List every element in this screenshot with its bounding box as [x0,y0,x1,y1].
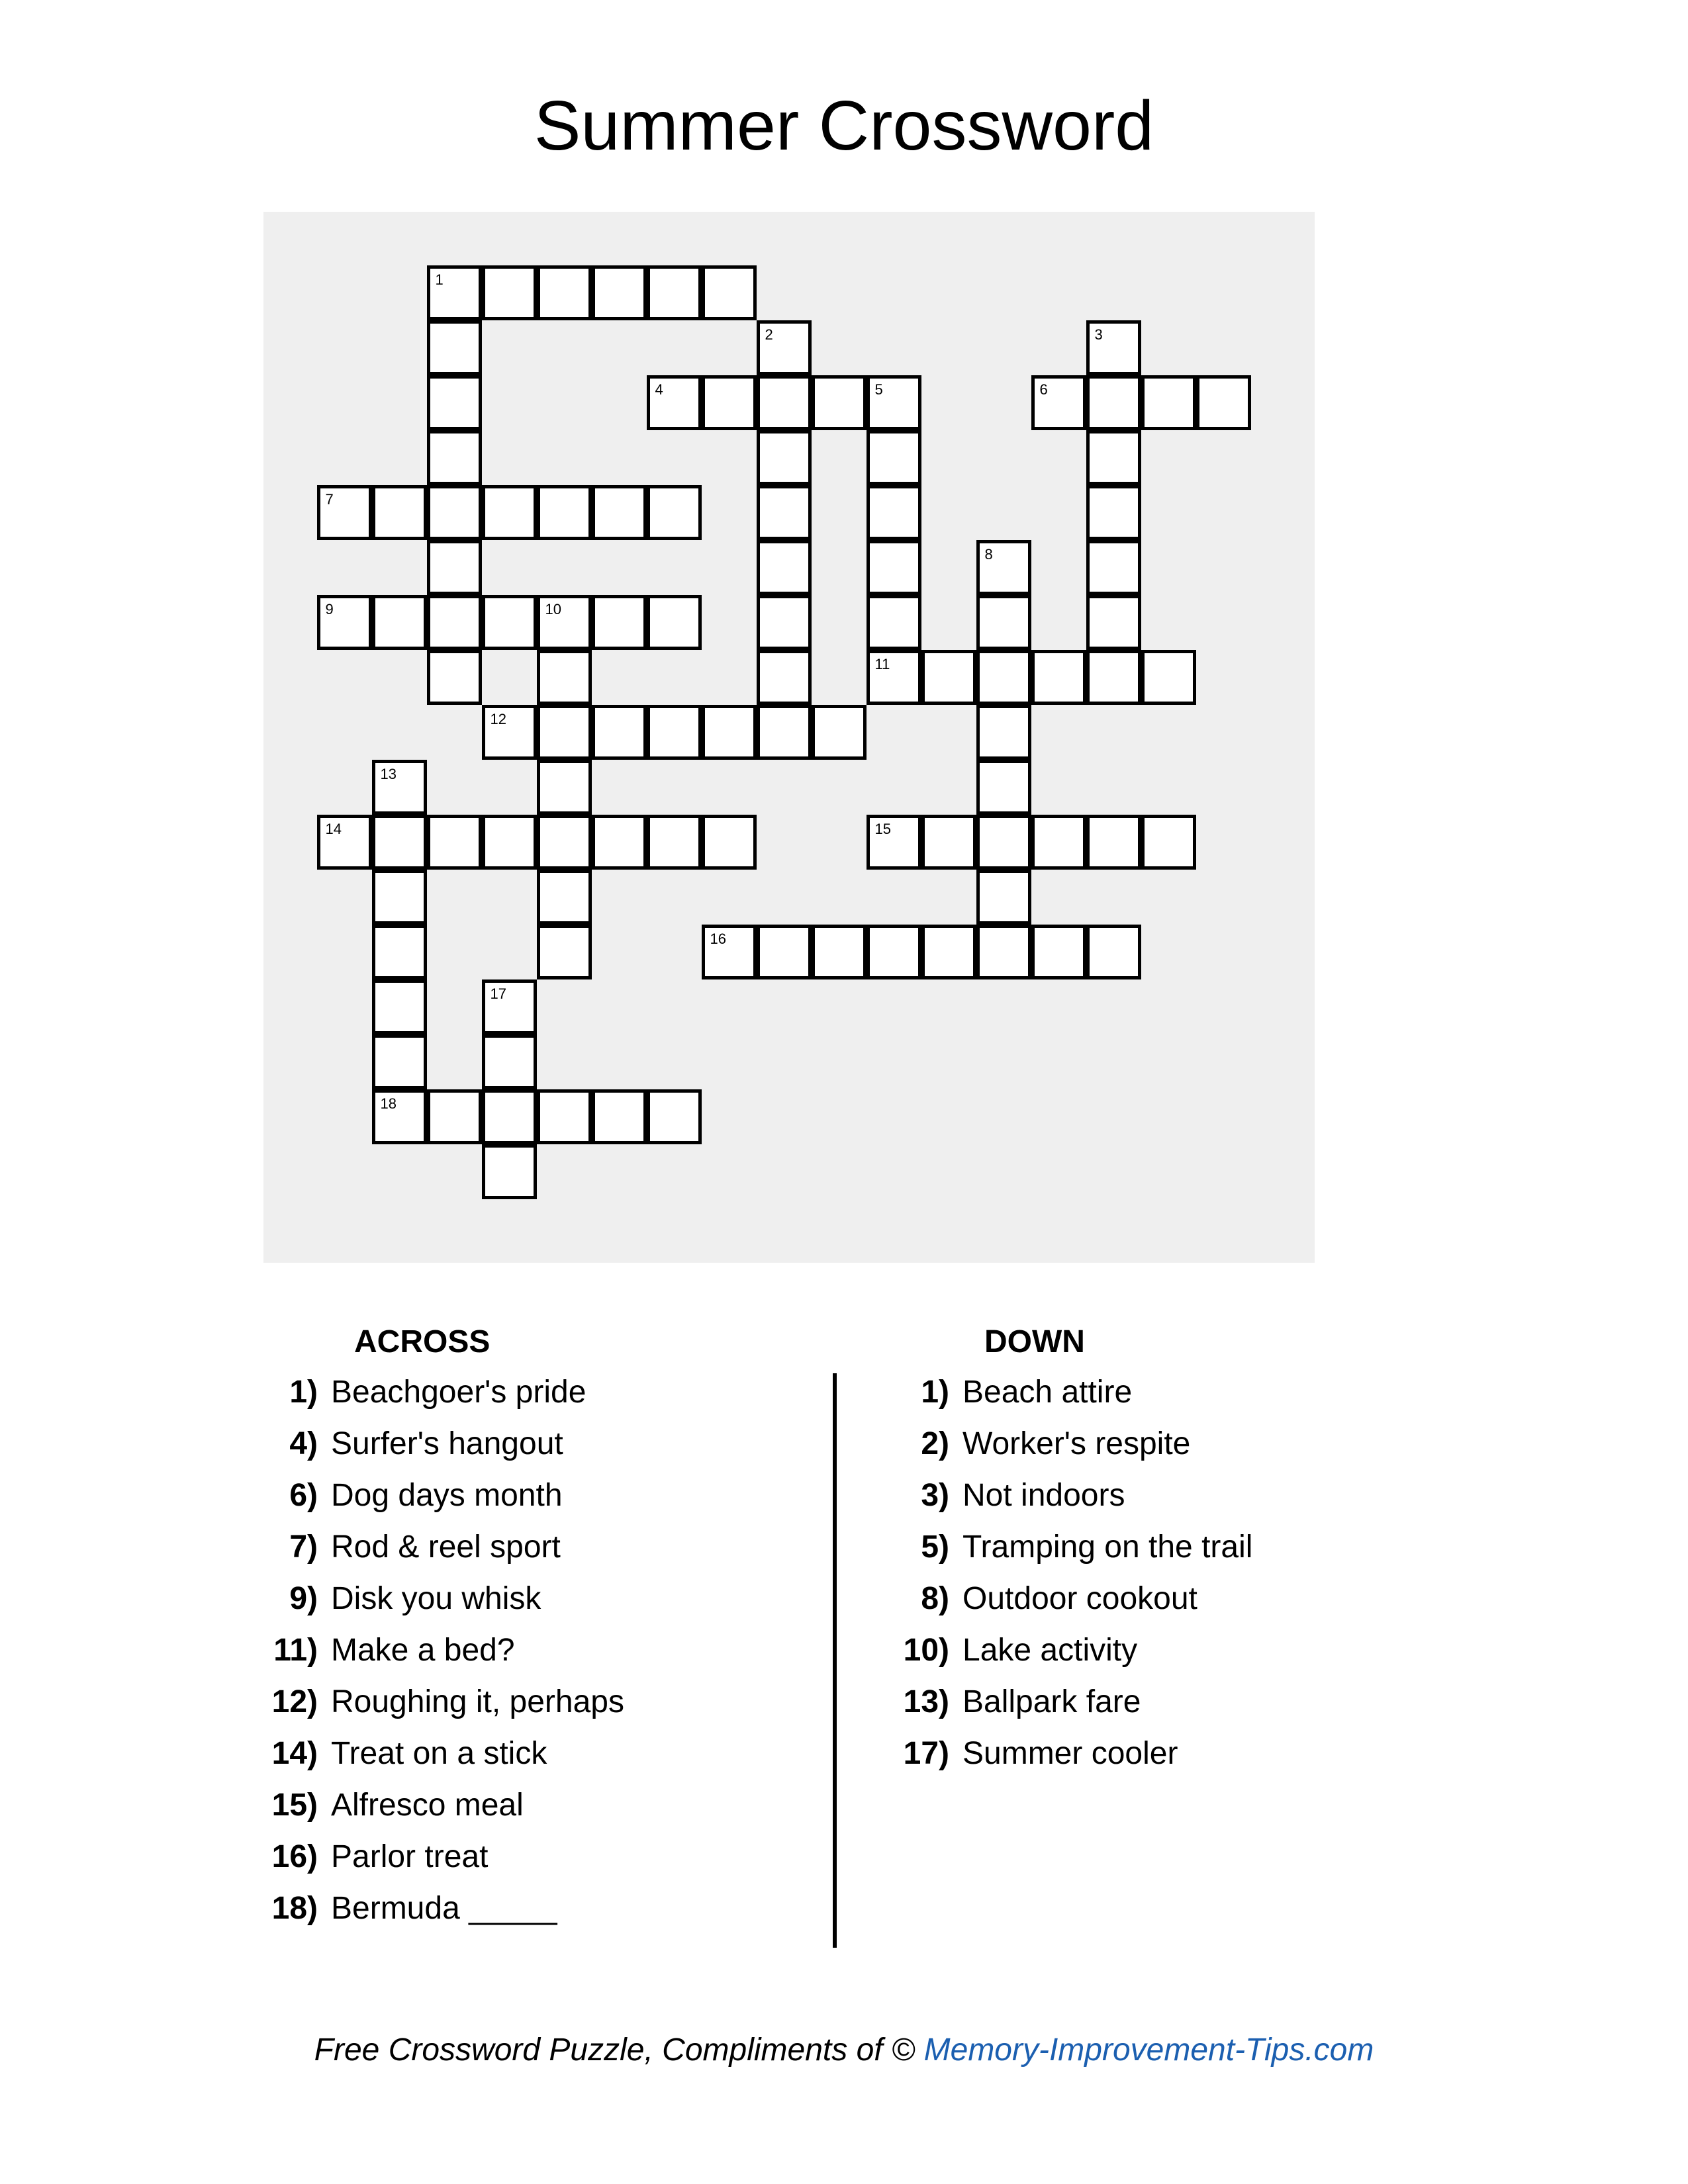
grid-cell[interactable] [537,265,592,320]
clue-text: Bermuda _____ [331,1891,557,1926]
across-clue [225,1682,624,1722]
down-clue [857,1682,1141,1722]
clue-number: 2 [765,326,773,343]
grid-cell[interactable] [1086,375,1141,430]
clue-number-label: 2) [921,1426,949,1461]
grid-cell[interactable] [702,815,757,870]
grid-cell[interactable] [757,430,812,485]
grid-cell[interactable] [372,1089,427,1144]
grid-cell[interactable] [372,925,427,979]
grid-cell[interactable] [482,1144,537,1199]
clue-number-label: 11) [273,1633,318,1668]
down-clue [857,1476,1125,1516]
clue-number: 8 [984,545,993,563]
clue-text: Lake activity [962,1633,1138,1668]
grid-cell[interactable] [372,815,427,870]
grid-cell[interactable] [702,265,757,320]
clue-text: Beach attire [962,1375,1133,1410]
grid-cell[interactable] [372,870,427,925]
grid-cell[interactable] [1086,485,1141,540]
grid-cell[interactable] [976,760,1031,815]
down-clue [857,1734,1178,1774]
down-clue [857,1579,1197,1619]
clue-text: Summer cooler [962,1736,1178,1771]
across-clue [225,1579,541,1619]
clue-number: 4 [655,381,663,398]
clue-number-label: 16) [271,1839,318,1874]
grid-cell[interactable] [372,485,427,540]
clue-number-label: 15) [271,1788,318,1823]
clue-text: Alfresco meal [331,1788,524,1823]
clue-number: 1 [435,271,444,288]
grid-cell[interactable] [812,375,867,430]
clue-number: 13 [380,765,397,782]
grid-cell[interactable] [647,815,702,870]
grid-cell[interactable] [976,650,1031,705]
grid-cell[interactable] [757,375,812,430]
clue-text: Rod & reel sport [331,1529,561,1565]
grid-cell[interactable] [702,375,757,430]
grid-cell[interactable] [482,979,537,1034]
grid-cell[interactable] [1086,595,1141,650]
grid-cell[interactable] [976,595,1031,650]
grid-cell[interactable] [372,1034,427,1089]
grid-cell[interactable] [1141,650,1196,705]
grid-cell[interactable] [647,705,702,760]
grid-cell[interactable] [537,815,592,870]
footer-text: Free Crossword Puzzle, Compliments of © [314,2032,924,2068]
clue-number-label: 17) [903,1736,949,1771]
clue-number-label: 3) [921,1478,949,1513]
clue-text: Parlor treat [331,1839,489,1874]
clue-number-label: 10) [903,1633,949,1668]
clue-number: 11 [874,655,890,672]
grid-cell[interactable] [317,485,372,540]
clue-number-label: 13) [903,1684,949,1719]
grid-cell[interactable] [537,595,592,650]
grid-cell[interactable] [592,595,647,650]
grid-cell[interactable] [427,485,482,540]
grid-cell[interactable] [867,925,921,979]
grid-cell[interactable] [537,870,592,925]
grid-cell[interactable] [1086,430,1141,485]
clue-text: Treat on a stick [331,1736,547,1771]
down-clue [857,1424,1190,1464]
clue-number: 3 [1094,326,1103,343]
grid-cell[interactable] [757,925,812,979]
grid-cell[interactable] [647,1089,702,1144]
clue-text: Beachgoer's pride [331,1375,586,1410]
grid-cell[interactable] [867,485,921,540]
grid-cell[interactable] [757,320,812,375]
grid-cell[interactable] [757,485,812,540]
grid-cell[interactable] [867,540,921,595]
grid-cell[interactable] [757,540,812,595]
grid-cell[interactable] [976,870,1031,925]
down-heading: DOWN [984,1324,1085,1359]
grid-cell[interactable] [537,925,592,979]
clue-number: 12 [490,710,506,727]
grid-cell[interactable] [647,265,702,320]
clue-number-label: 6) [289,1478,318,1513]
across-heading: ACROSS [354,1324,491,1359]
clue-number: 14 [325,820,342,837]
grid-cell[interactable] [702,925,757,979]
grid-cell[interactable] [1141,815,1196,870]
grid-cell[interactable] [1031,925,1086,979]
grid-cell[interactable] [537,650,592,705]
grid-cell[interactable] [592,265,647,320]
clue-number-label: 1) [921,1375,949,1410]
grid-cell[interactable] [1031,815,1086,870]
grid-cell[interactable] [647,595,702,650]
clue-number-label: 7) [289,1529,318,1565]
grid-cell[interactable] [372,760,427,815]
grid-cell[interactable] [867,650,921,705]
grid-cell[interactable] [482,265,537,320]
grid-cell[interactable] [482,595,537,650]
grid-cell[interactable] [482,705,537,760]
across-clue [225,1373,586,1412]
clue-number: 18 [380,1095,397,1112]
down-clue [857,1631,1137,1670]
grid-cell[interactable] [1196,375,1251,430]
down-clue [857,1373,1132,1412]
clue-number: 6 [1039,381,1048,398]
clue-text: Dog days month [331,1478,563,1513]
grid-cell[interactable] [976,705,1031,760]
clue-text: Outdoor cookout [962,1581,1197,1616]
grid-cell[interactable] [867,375,921,430]
grid-cell[interactable] [702,705,757,760]
grid-cell[interactable] [647,375,702,430]
clue-number: 15 [874,820,891,837]
grid-cell[interactable] [1031,650,1086,705]
clue-number-label: 9) [289,1581,318,1616]
clue-number: 10 [545,600,561,617]
clue-text: Not indoors [962,1478,1125,1513]
grid-cell[interactable] [372,595,427,650]
column-divider [833,1373,837,1948]
grid-cell[interactable] [867,595,921,650]
grid-cell[interactable] [757,595,812,650]
grid-cell[interactable] [921,925,976,979]
grid-cell[interactable] [1086,650,1141,705]
grid-cell[interactable] [482,1034,537,1089]
grid-cell[interactable] [537,485,592,540]
grid-cell[interactable] [427,650,482,705]
grid-cell[interactable] [482,485,537,540]
grid-cell[interactable] [976,540,1031,595]
grid-cell[interactable] [921,650,976,705]
grid-cell[interactable] [867,815,921,870]
clue-number-label: 5) [921,1529,949,1565]
grid-cell[interactable] [427,815,482,870]
grid-cell[interactable] [537,760,592,815]
grid-cell[interactable] [757,705,812,760]
grid-cell[interactable] [427,320,482,375]
clue-number: 5 [874,381,883,398]
clue-number-label: 8) [921,1581,949,1616]
clue-number-label: 14) [271,1736,318,1771]
grid-cell[interactable] [427,265,482,320]
across-clue [225,1631,515,1670]
grid-cell[interactable] [1031,375,1086,430]
across-clue [225,1424,563,1464]
clue-text: Worker's respite [962,1426,1191,1461]
grid-cell[interactable] [1141,375,1196,430]
grid-cell[interactable] [921,815,976,870]
grid-cell[interactable] [537,705,592,760]
grid-cell[interactable] [1086,925,1141,979]
grid-cell[interactable] [317,815,372,870]
grid-cell[interactable] [867,430,921,485]
grid-cell[interactable] [482,815,537,870]
grid-cell[interactable] [647,485,702,540]
clue-number: 16 [710,930,726,947]
grid-cell[interactable] [592,485,647,540]
down-clue [857,1527,1252,1567]
across-clue [225,1734,547,1774]
grid-cell[interactable] [317,595,372,650]
page-title: Summer Crossword [534,87,1154,165]
grid-cell[interactable] [1086,540,1141,595]
grid-cell[interactable] [427,430,482,485]
clue-text: Disk you whisk [331,1581,541,1616]
grid-cell[interactable] [757,650,812,705]
footer-link[interactable]: Memory-Improvement-Tips.com [923,2032,1374,2068]
clue-number-label: 12) [271,1684,318,1719]
grid-cell[interactable] [427,595,482,650]
clue-number: 7 [325,490,334,508]
grid-cell[interactable] [537,1089,592,1144]
grid-cell[interactable] [812,925,867,979]
clue-text: Make a bed? [331,1633,515,1668]
clue-number-label: 1) [289,1375,318,1410]
clue-text: Surfer's hangout [331,1426,563,1461]
across-clue [225,1837,488,1877]
footer-credit [0,2032,1688,2068]
grid-cell[interactable] [372,979,427,1034]
clue-text: Roughing it, perhaps [331,1684,624,1719]
grid-cell[interactable] [482,1089,537,1144]
across-clue [225,1786,524,1825]
grid-cell[interactable] [592,705,647,760]
grid-cell[interactable] [427,375,482,430]
across-clue [225,1527,561,1567]
grid-cell[interactable] [812,705,867,760]
grid-cell[interactable] [976,925,1031,979]
clue-text: Ballpark fare [962,1684,1141,1719]
grid-cell[interactable] [592,815,647,870]
crossword-grid [263,212,1315,1263]
across-clue [225,1889,557,1929]
clue-number-label: 18) [271,1891,318,1926]
grid-cell[interactable] [427,540,482,595]
clue-text: Tramping on the trail [962,1529,1253,1565]
grid-cell[interactable] [976,815,1031,870]
clue-number-label: 4) [289,1426,318,1461]
grid-cell[interactable] [1086,320,1141,375]
across-clue [225,1476,563,1516]
grid-cell[interactable] [427,1089,482,1144]
clue-number: 17 [490,985,506,1002]
clue-number: 9 [325,600,334,617]
grid-cell[interactable] [592,1089,647,1144]
grid-cell[interactable] [1086,815,1141,870]
